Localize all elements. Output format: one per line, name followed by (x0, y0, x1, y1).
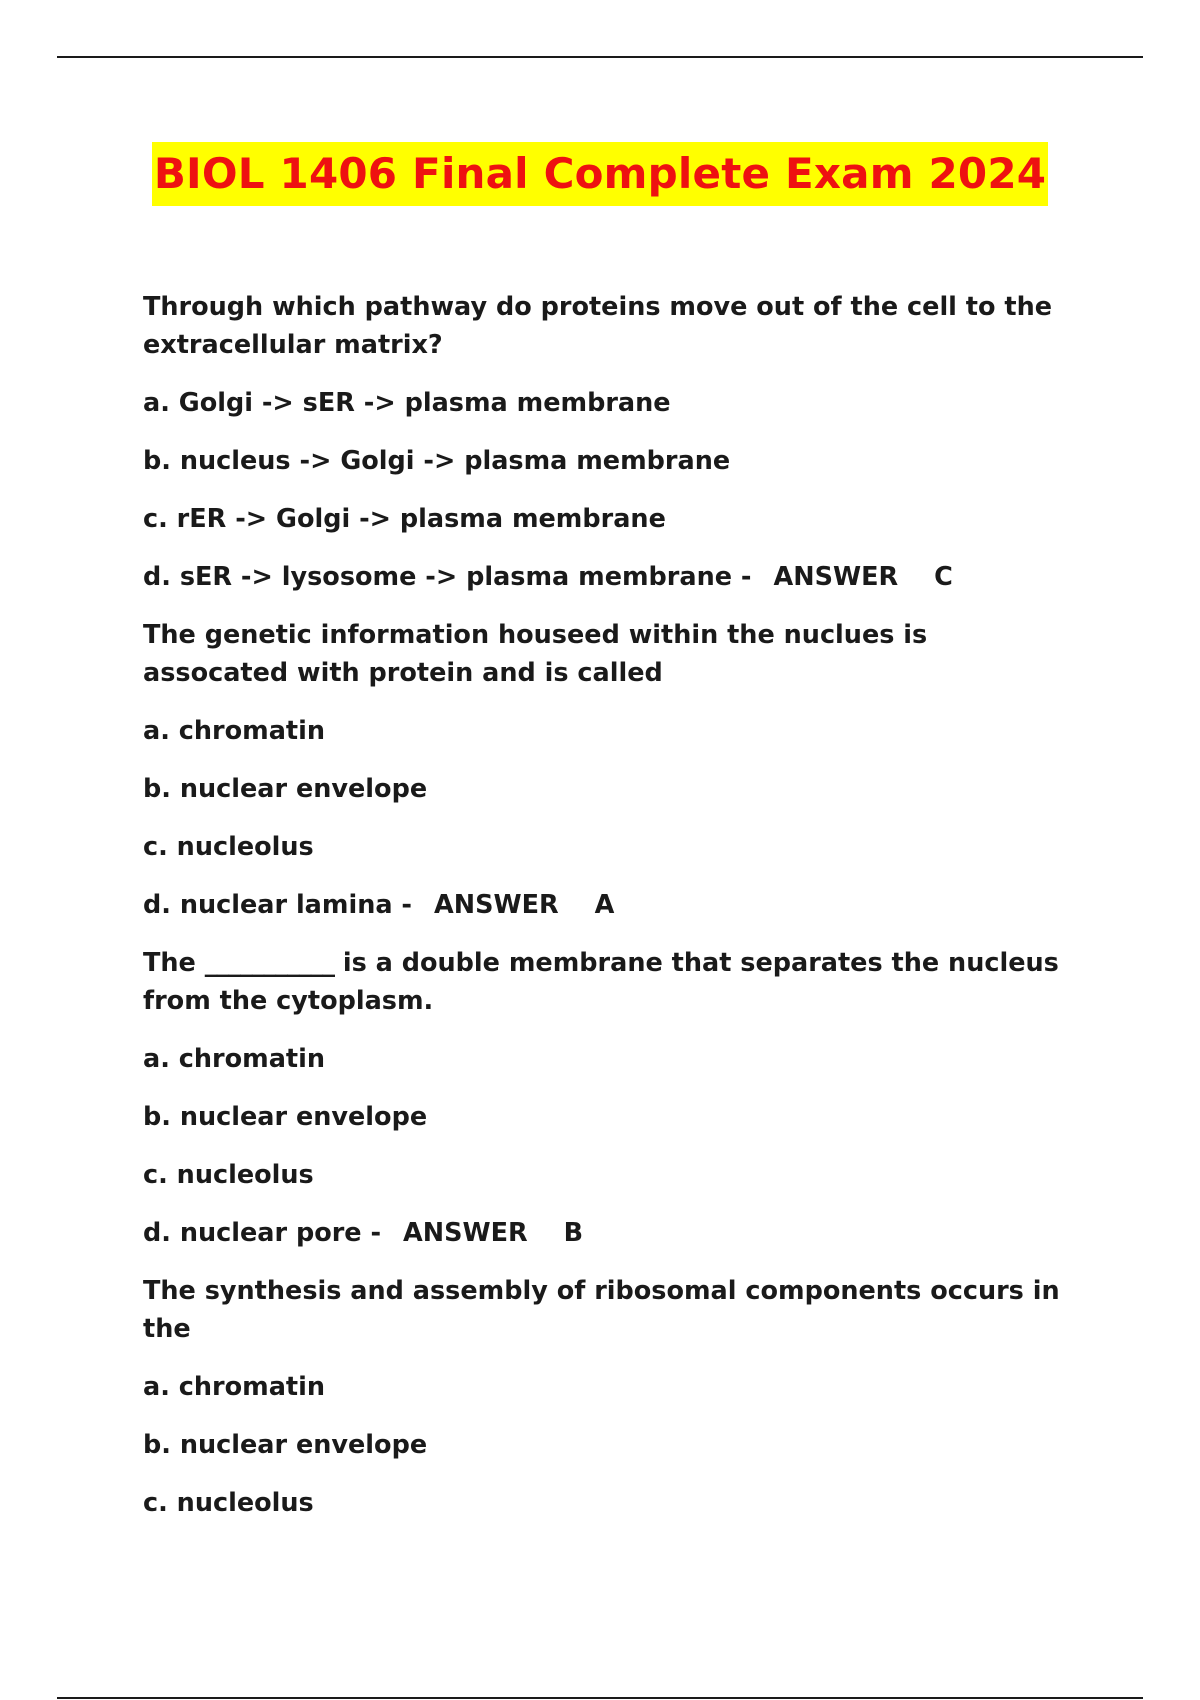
question-1-option-a: a. Golgi -> sER -> plasma membrane (143, 388, 671, 418)
question-3-option-d-row (143, 1214, 1078, 1252)
document-body (143, 288, 1078, 1542)
question-2-option-d: d. nuclear lamina - (143, 890, 413, 920)
question-1-option-b: b. nucleus -> Golgi -> plasma membrane (143, 446, 731, 476)
bottom-rule (57, 1697, 1143, 1699)
question-1-option-c: c. rER -> Golgi -> plasma membrane (143, 504, 666, 534)
question-2-option-a: a. chromatin (143, 716, 325, 746)
document-title: BIOL 1406 Final Complete Exam 2024 (152, 142, 1048, 206)
question-2-answer: A (594, 890, 615, 920)
question-1: Through which pathway do proteins move out of the cell to the extracellular matrix? (143, 292, 1053, 360)
question-2: The genetic information houseed within the nuclues is assocated with protein and is called (143, 620, 928, 688)
question-2-answer-label: ANSWER (434, 890, 559, 920)
question-3-answer: B (563, 1218, 584, 1248)
question-3-answer-label: ANSWER (403, 1218, 528, 1248)
question-3-option-d: d. nuclear pore - (143, 1218, 382, 1248)
question-2-option-c: c. nucleolus (143, 832, 314, 862)
question-3-text-before: The (143, 948, 196, 978)
top-rule (57, 56, 1143, 58)
question-2-option-b: b. nuclear envelope (143, 774, 428, 804)
question-3-option-c: c. nucleolus (143, 1160, 314, 1190)
question-4-option-b: b. nuclear envelope (143, 1430, 428, 1460)
question-1-option-d: d. sER -> lysosome -> plasma membrane - (143, 562, 752, 592)
question-1-option-d-row (143, 558, 1078, 596)
question-3-option-a: a. chromatin (143, 1044, 325, 1074)
question-1-answer: C (934, 562, 953, 592)
question-4-option-a: a. chromatin (143, 1372, 325, 1402)
question-3-blank: ___________ (204, 948, 334, 978)
question-2-option-d-row (143, 886, 1078, 924)
title-container (0, 142, 1200, 206)
question-4: The synthesis and assembly of ribosomal components occurs in the (143, 1276, 1060, 1344)
question-3-option-b: b. nuclear envelope (143, 1102, 428, 1132)
question-1-answer-label: ANSWER (773, 562, 899, 592)
question-3-text-after: is a double membrane that separates the nucleus from the cytoplasm. (143, 948, 1059, 1016)
question-3 (143, 944, 1078, 1020)
question-4-option-c: c. nucleolus (143, 1488, 314, 1518)
